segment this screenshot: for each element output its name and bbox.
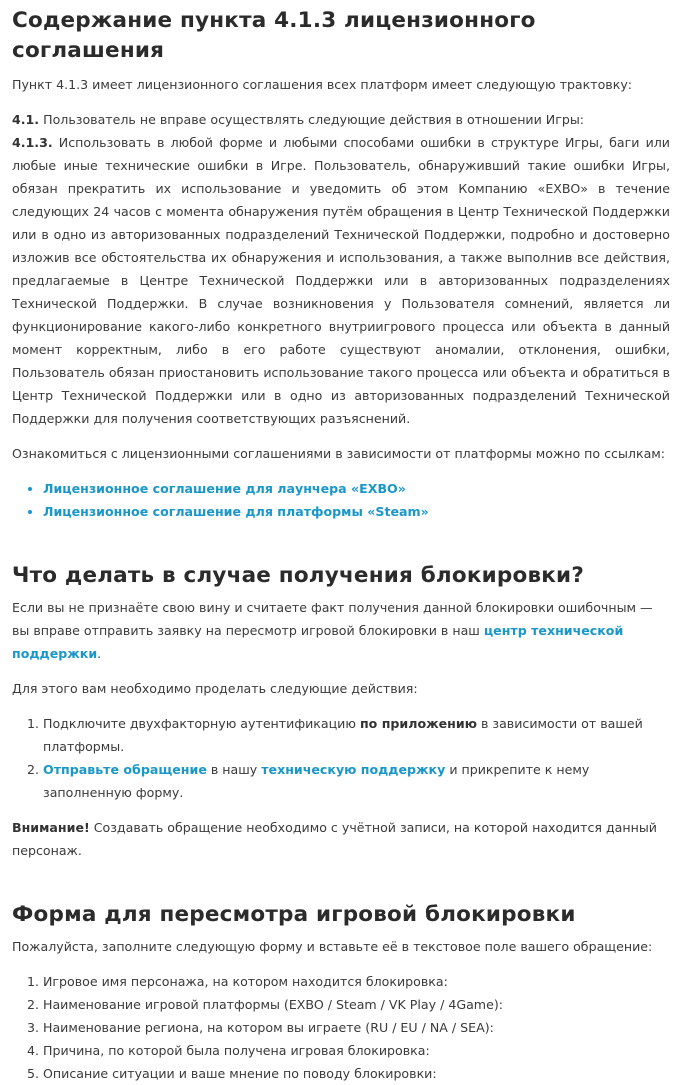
- block-appeal-paragraph: [12, 596, 670, 665]
- list-item: [43, 477, 670, 500]
- license-links-list: [12, 477, 670, 523]
- form-intro: Пожалуйста, заполните следующую форму и вставьте её в текстовое поле вашего обращение:: [12, 939, 653, 954]
- step1-text: Подключите двухфакторную аутентификацию: [43, 716, 360, 731]
- form-field-item: 1. Игровое имя персонажа, на котором находится блокировка:: [43, 970, 670, 993]
- clause-4-1: [12, 108, 670, 131]
- step1-bold: по приложению: [359, 716, 477, 731]
- support-center-link[interactable]: центр технической поддержки: [12, 623, 624, 661]
- steps-intro: Для этого вам необходимо проделать следующие действия:: [12, 681, 418, 696]
- clause-4-1-3: [12, 131, 670, 430]
- steam-license-link[interactable]: Лицензионное соглашение для платформы «Steam»: [43, 504, 429, 519]
- links-intro: Ознакомиться с лицензионными соглашениями в зависимости от платформы можно по ссылкам:: [12, 446, 666, 461]
- step-item: [43, 712, 670, 758]
- clause-4-1-text: Пользователь не вправе осуществлять следующие действия в отношении Игры:: [39, 112, 585, 127]
- clause-4-1-3-text: Использовать в любой форме и любыми способами ошибки в структуре Игры, баги или любые иные технические ошибки в Игре. Пользователь, обнаруживший такие ошибки Игры, обязан прекратить их использование и уведомить об этом Компанию «EXBO» в течение следующих 24 часов с момента обнаружения путём обращения в Центр Технической Поддержки или в одно из авторизованных подразделений Технической Поддержки, подробно и достоверно изложив все обстоятельства их обнаружения и использования, а также выполнив все действия, предлагаемые в Центре Технической Поддержки или в авторизованных подразделениях Технической Поддержки. В случае возникновения у Пользователя сомнений, является ли функционирование какого-либо конкретного внутриигрового процесса или объекта в данный момент корректным, либо в его работе существуют аномалии, отклонения, ошибки, Пользователь обязан приостановить использование такого процесса или объекта и обратиться в Центр Технической Поддержки или в одно из авторизованных подразделений Технической Поддержки для получения соответствующих разъяснений.: [12, 135, 670, 426]
- step2-text: в нашу: [206, 762, 262, 777]
- block-appeal-text: Если вы не признаёте свою вину и считаете факт получения данной блокировки ошибочным — вы вправе отправить заявку на пересмотр игровой блокировки в наш: [12, 600, 653, 638]
- license-section-title: Содержание пункта 4.1.3 лицензионного соглашения: [12, 8, 536, 63]
- form-field-item: 2. Наименование игровой платформы (EXBO / Steam / VK Play / 4Game):: [43, 993, 670, 1016]
- block-section-title: Что делать в случае получения блокировки?: [12, 563, 584, 588]
- license-intro: Пункт 4.1.3 имеет лицензионного соглашения всех платформ имеет следующую трактовку:: [12, 77, 633, 92]
- step1-end: в зависимости от вашей платформы.: [43, 716, 643, 754]
- warning-text: Создавать обращение необходимо с учётной записи, на которой находится данный персонаж.: [12, 820, 657, 858]
- warning-note: [12, 816, 670, 862]
- form-field-item: 5. Описание ситуации и ваше мнение по поводу блокировки:: [43, 1062, 670, 1085]
- block-appeal-end: .: [97, 646, 102, 661]
- form-field-item: 4. Причина, по которой была получена игровая блокировка:: [43, 1039, 670, 1062]
- send-request-link[interactable]: Отправьте обращение: [43, 762, 207, 777]
- list-item: [43, 500, 670, 523]
- launcher-license-link[interactable]: Лицензионное соглашение для лаунчера «EXBO»: [43, 481, 406, 496]
- steps-list: [12, 712, 670, 804]
- step2-end: и прикрепите к нему заполненную форму.: [43, 762, 590, 800]
- step-item: [43, 758, 670, 804]
- clause-4-1-number: 4.1.: [12, 112, 40, 127]
- tech-support-link[interactable]: техническую поддержку: [261, 762, 446, 777]
- clause-4-1-3-number: 4.1.3.: [12, 135, 53, 150]
- form-fields-list: [12, 970, 670, 1085]
- form-section-title: Форма для пересмотра игровой блокировки: [12, 902, 576, 927]
- form-field-item: 3. Наименование региона, на котором вы играете (RU / EU / NA / SEA):: [43, 1016, 670, 1039]
- warning-label: Внимание!: [12, 820, 90, 835]
